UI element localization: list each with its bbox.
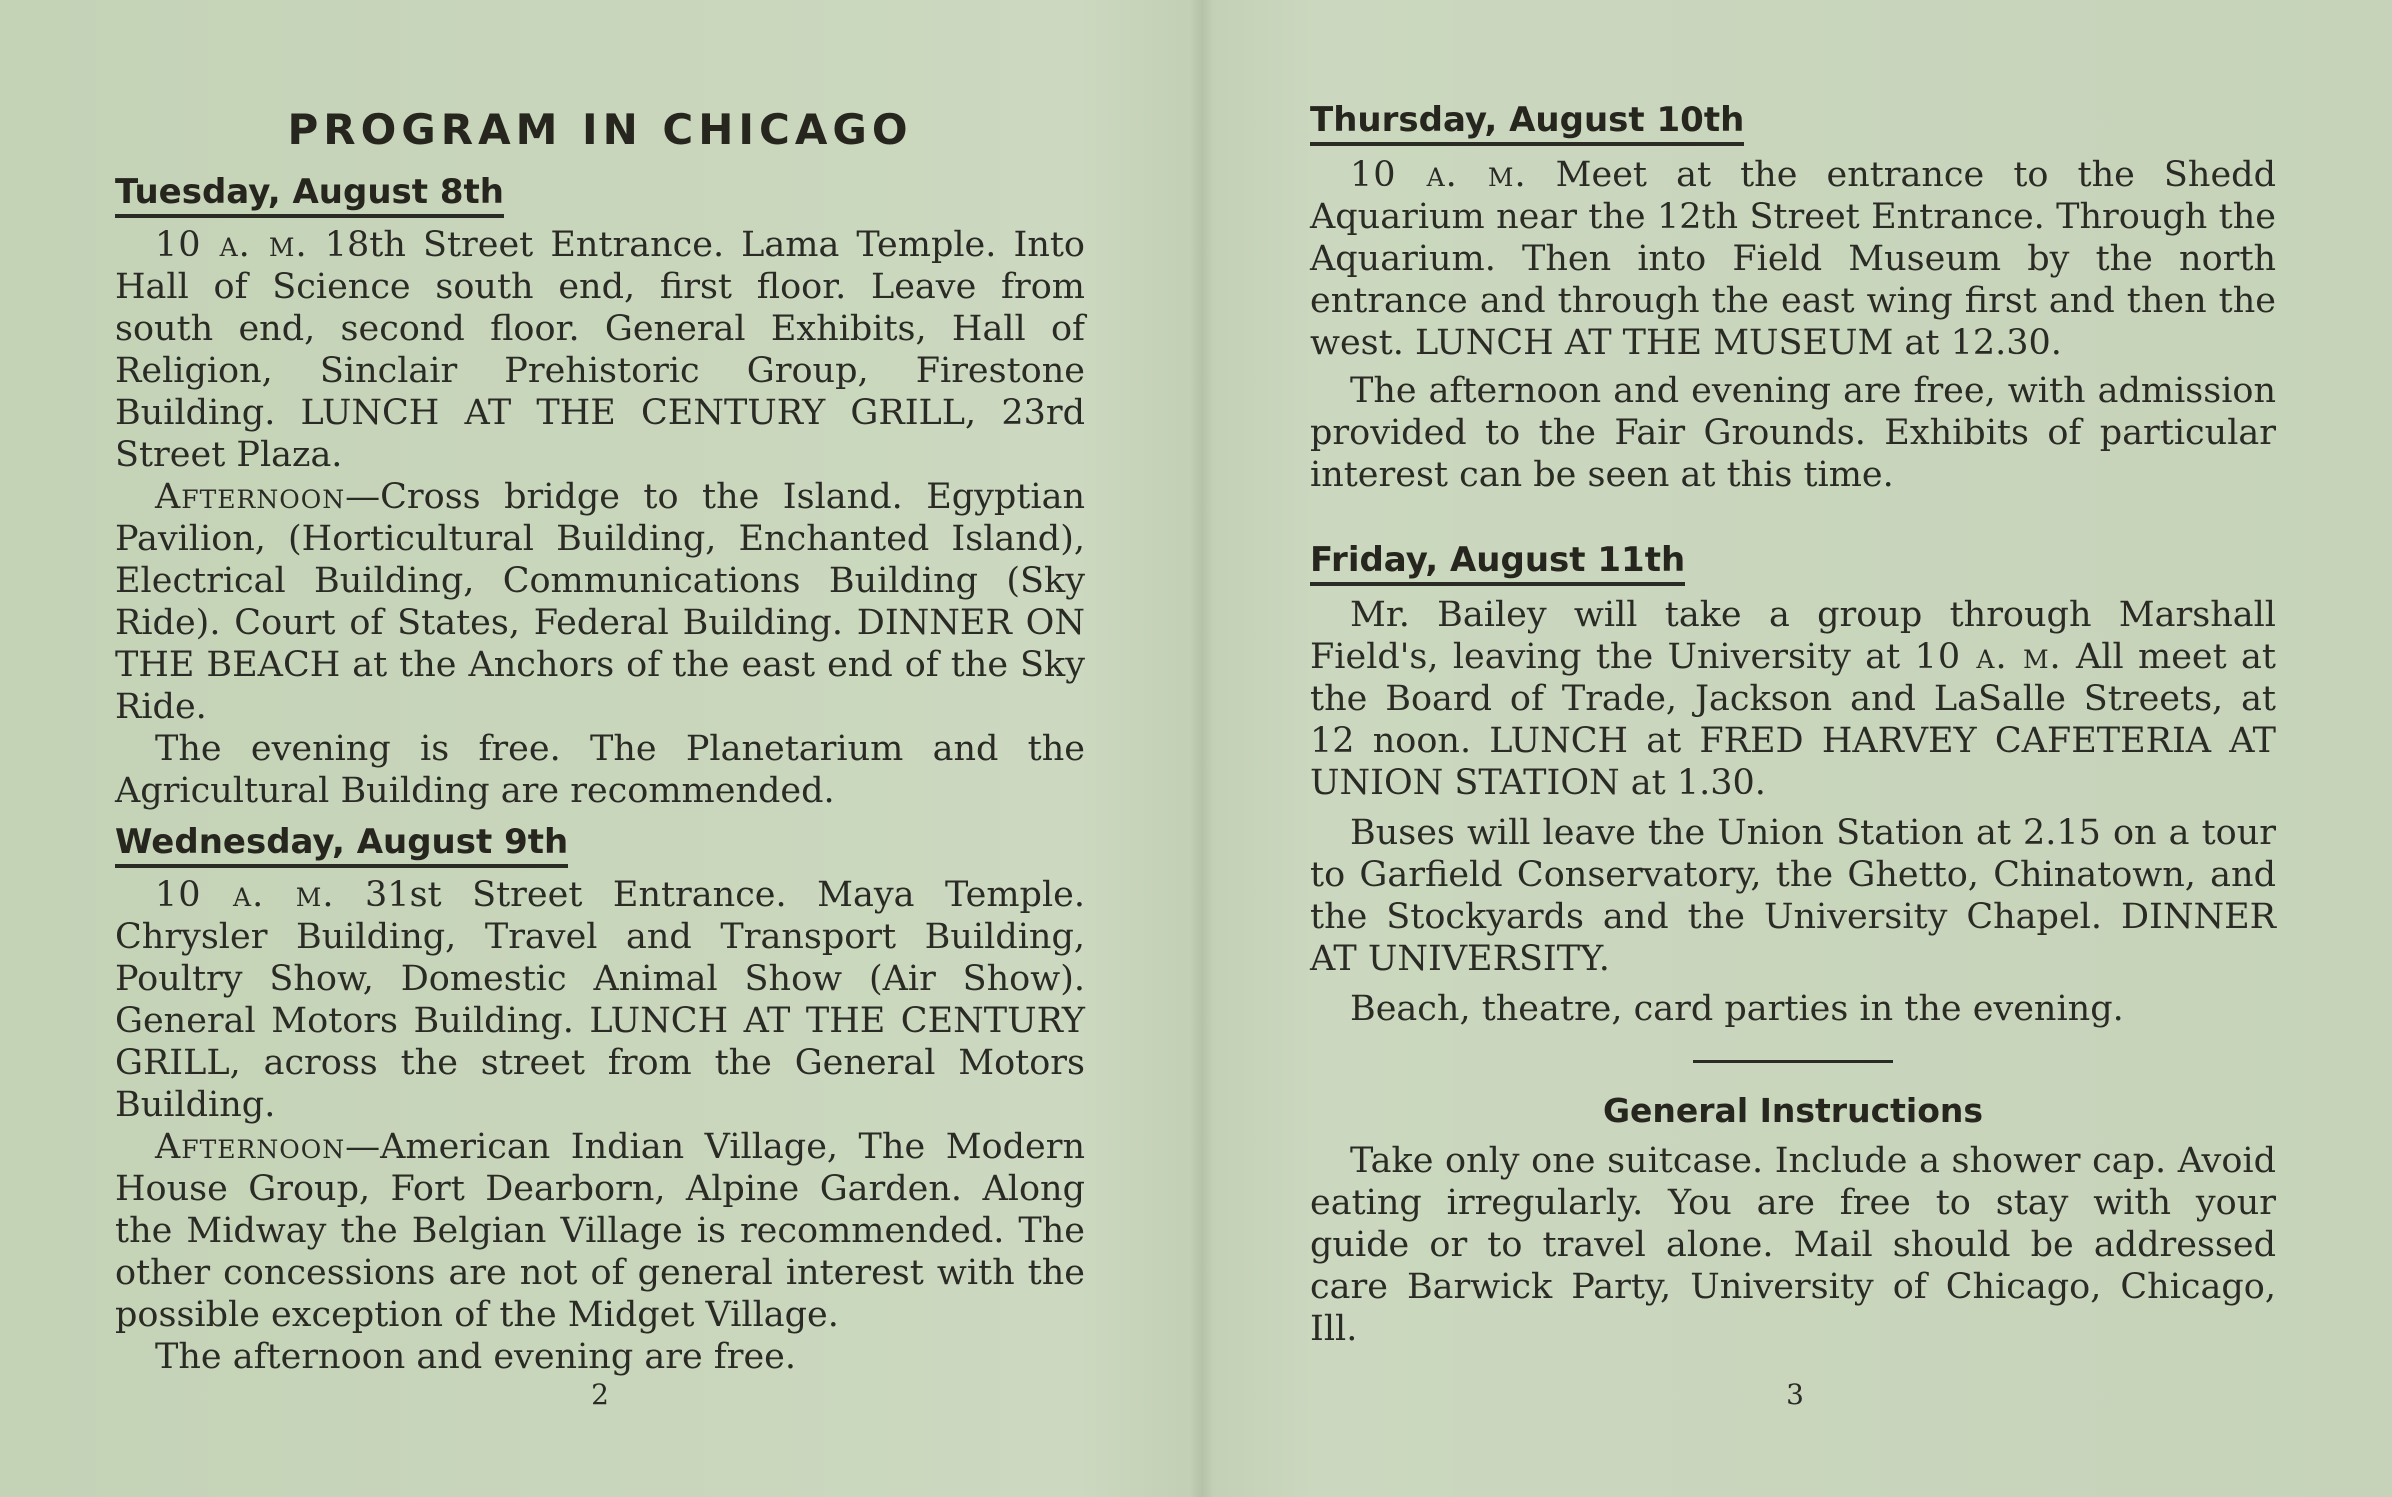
thursday-morning-paragraph <box>1310 154 2276 364</box>
paragraph-text: —American Indian Village, The Modern House Group, Fort Dearborn, Alpine Garden. Along the Midway the Belgian Village is recommended. The other concessions are not of general interest with the possible exception of the Midget Village. <box>115 1127 1085 1335</box>
tuesday-morning-paragraph <box>115 224 1085 476</box>
page-number-left: 2 <box>591 1378 609 1411</box>
tuesday-heading: Tuesday, August 8th <box>115 172 504 218</box>
wednesday-afternoon-paragraph <box>115 1126 1085 1336</box>
paragraph-text: Meet at the entrance to the Shedd Aquarium near the 12th Street Entrance. Through the Aquarium. Then into Field Museum by the north entrance and through the east wing first and then the west. LUNCH AT THE MUSEUM at 12.30. <box>1310 155 2276 363</box>
friday-heading: Friday, August 11th <box>1310 540 1685 586</box>
time-label: 10 a. m. <box>1350 155 1527 195</box>
page-title: PROGRAM IN CHICAGO <box>287 105 913 154</box>
wednesday-section <box>115 822 1085 1378</box>
left-page <box>115 0 1085 1497</box>
afternoon-label: Afternoon <box>155 477 346 517</box>
paragraph-text: —Cross bridge to the Island. Egyptian Pavilion, (Horticultural Building, Enchanted Island), Electrical Building, Communications Building (Sky Ride). Court of States, Federal Building. DINNER ON THE BEACH at the Anchors of the east end of the Sky Ride. <box>115 477 1085 727</box>
paragraph-text: All meet at the Board of Trade, Jackson and LaSalle Streets, at 12 noon. LUNCH at FRED HARVEY CAFETERIA AT UNION STATION at 1.30. <box>1310 637 2276 803</box>
tuesday-evening-paragraph: The evening is free. The Planetarium and the Agricultural Building are recommended. <box>115 729 1085 811</box>
time-label: 10 a. m. <box>155 875 335 915</box>
right-page <box>1310 0 2276 1497</box>
afternoon-label: Afternoon <box>155 1127 346 1167</box>
section-divider <box>1693 1060 1893 1063</box>
wednesday-evening-paragraph: The afternoon and evening are free. <box>155 1337 797 1377</box>
tuesday-afternoon-paragraph <box>115 476 1085 728</box>
paragraph-text: 18th Street Entrance. Lama Temple. Into Hall of Science south end, first floor. Leave from south end, second floor. General Exhibits, Hall of Religion, Sinclair Prehistoric Group, Firestone Building. LUNCH AT THE CENTURY GRILL, 23rd Street Plaza. <box>115 225 1085 475</box>
instructions-heading: General Instructions <box>1602 1091 1984 1130</box>
thursday-section <box>1310 100 2276 496</box>
thursday-heading: Thursday, August 10th <box>1310 100 1744 146</box>
time-label: 10 a. m. <box>1914 637 2062 677</box>
instructions-paragraph: Take only one suitcase. Include a shower cap. Avoid eating irregularly. You are free to stay with your guide or to travel alone. Mail should be addressed care Barwick Party, University of Chicago, Chicago, Ill. <box>1310 1141 2276 1349</box>
friday-morning-paragraph <box>1310 594 2276 804</box>
friday-section <box>1310 540 2276 1030</box>
friday-evening-paragraph: Beach, theatre, card parties in the evening. <box>1350 989 2124 1029</box>
thursday-afternoon-paragraph: The afternoon and evening are free, with admission provided to the Fair Grounds. Exhibits of particular interest can be seen at this time. <box>1310 371 2276 495</box>
time-label: 10 a. m. <box>155 225 308 265</box>
wednesday-heading: Wednesday, August 9th <box>115 822 568 868</box>
page-fold <box>1190 0 1214 1497</box>
wednesday-morning-paragraph <box>115 874 1085 1126</box>
instructions-section <box>1310 1091 2276 1350</box>
page-number-right: 3 <box>1786 1378 1804 1411</box>
paragraph-text: Mr. Bailey will take a group through Marshall Field's, leaving the University at <box>1310 595 2276 677</box>
paragraph-text: 31st Street Entrance. Maya Temple. Chrysler Building, Travel and Transport Building, Poultry Show, Domestic Animal Show (Air Show). General Motors Building. LUNCH AT THE CENTURY GRILL, across the street from the General Motors Building. <box>115 875 1085 1125</box>
tuesday-section <box>115 172 1085 812</box>
friday-afternoon-paragraph: Buses will leave the Union Station at 2.15 on a tour to Garfield Conservatory, the Ghetto, Chinatown, and the Stockyards and the University Chapel. DINNER AT UNIVERSITY. <box>1310 813 2276 979</box>
